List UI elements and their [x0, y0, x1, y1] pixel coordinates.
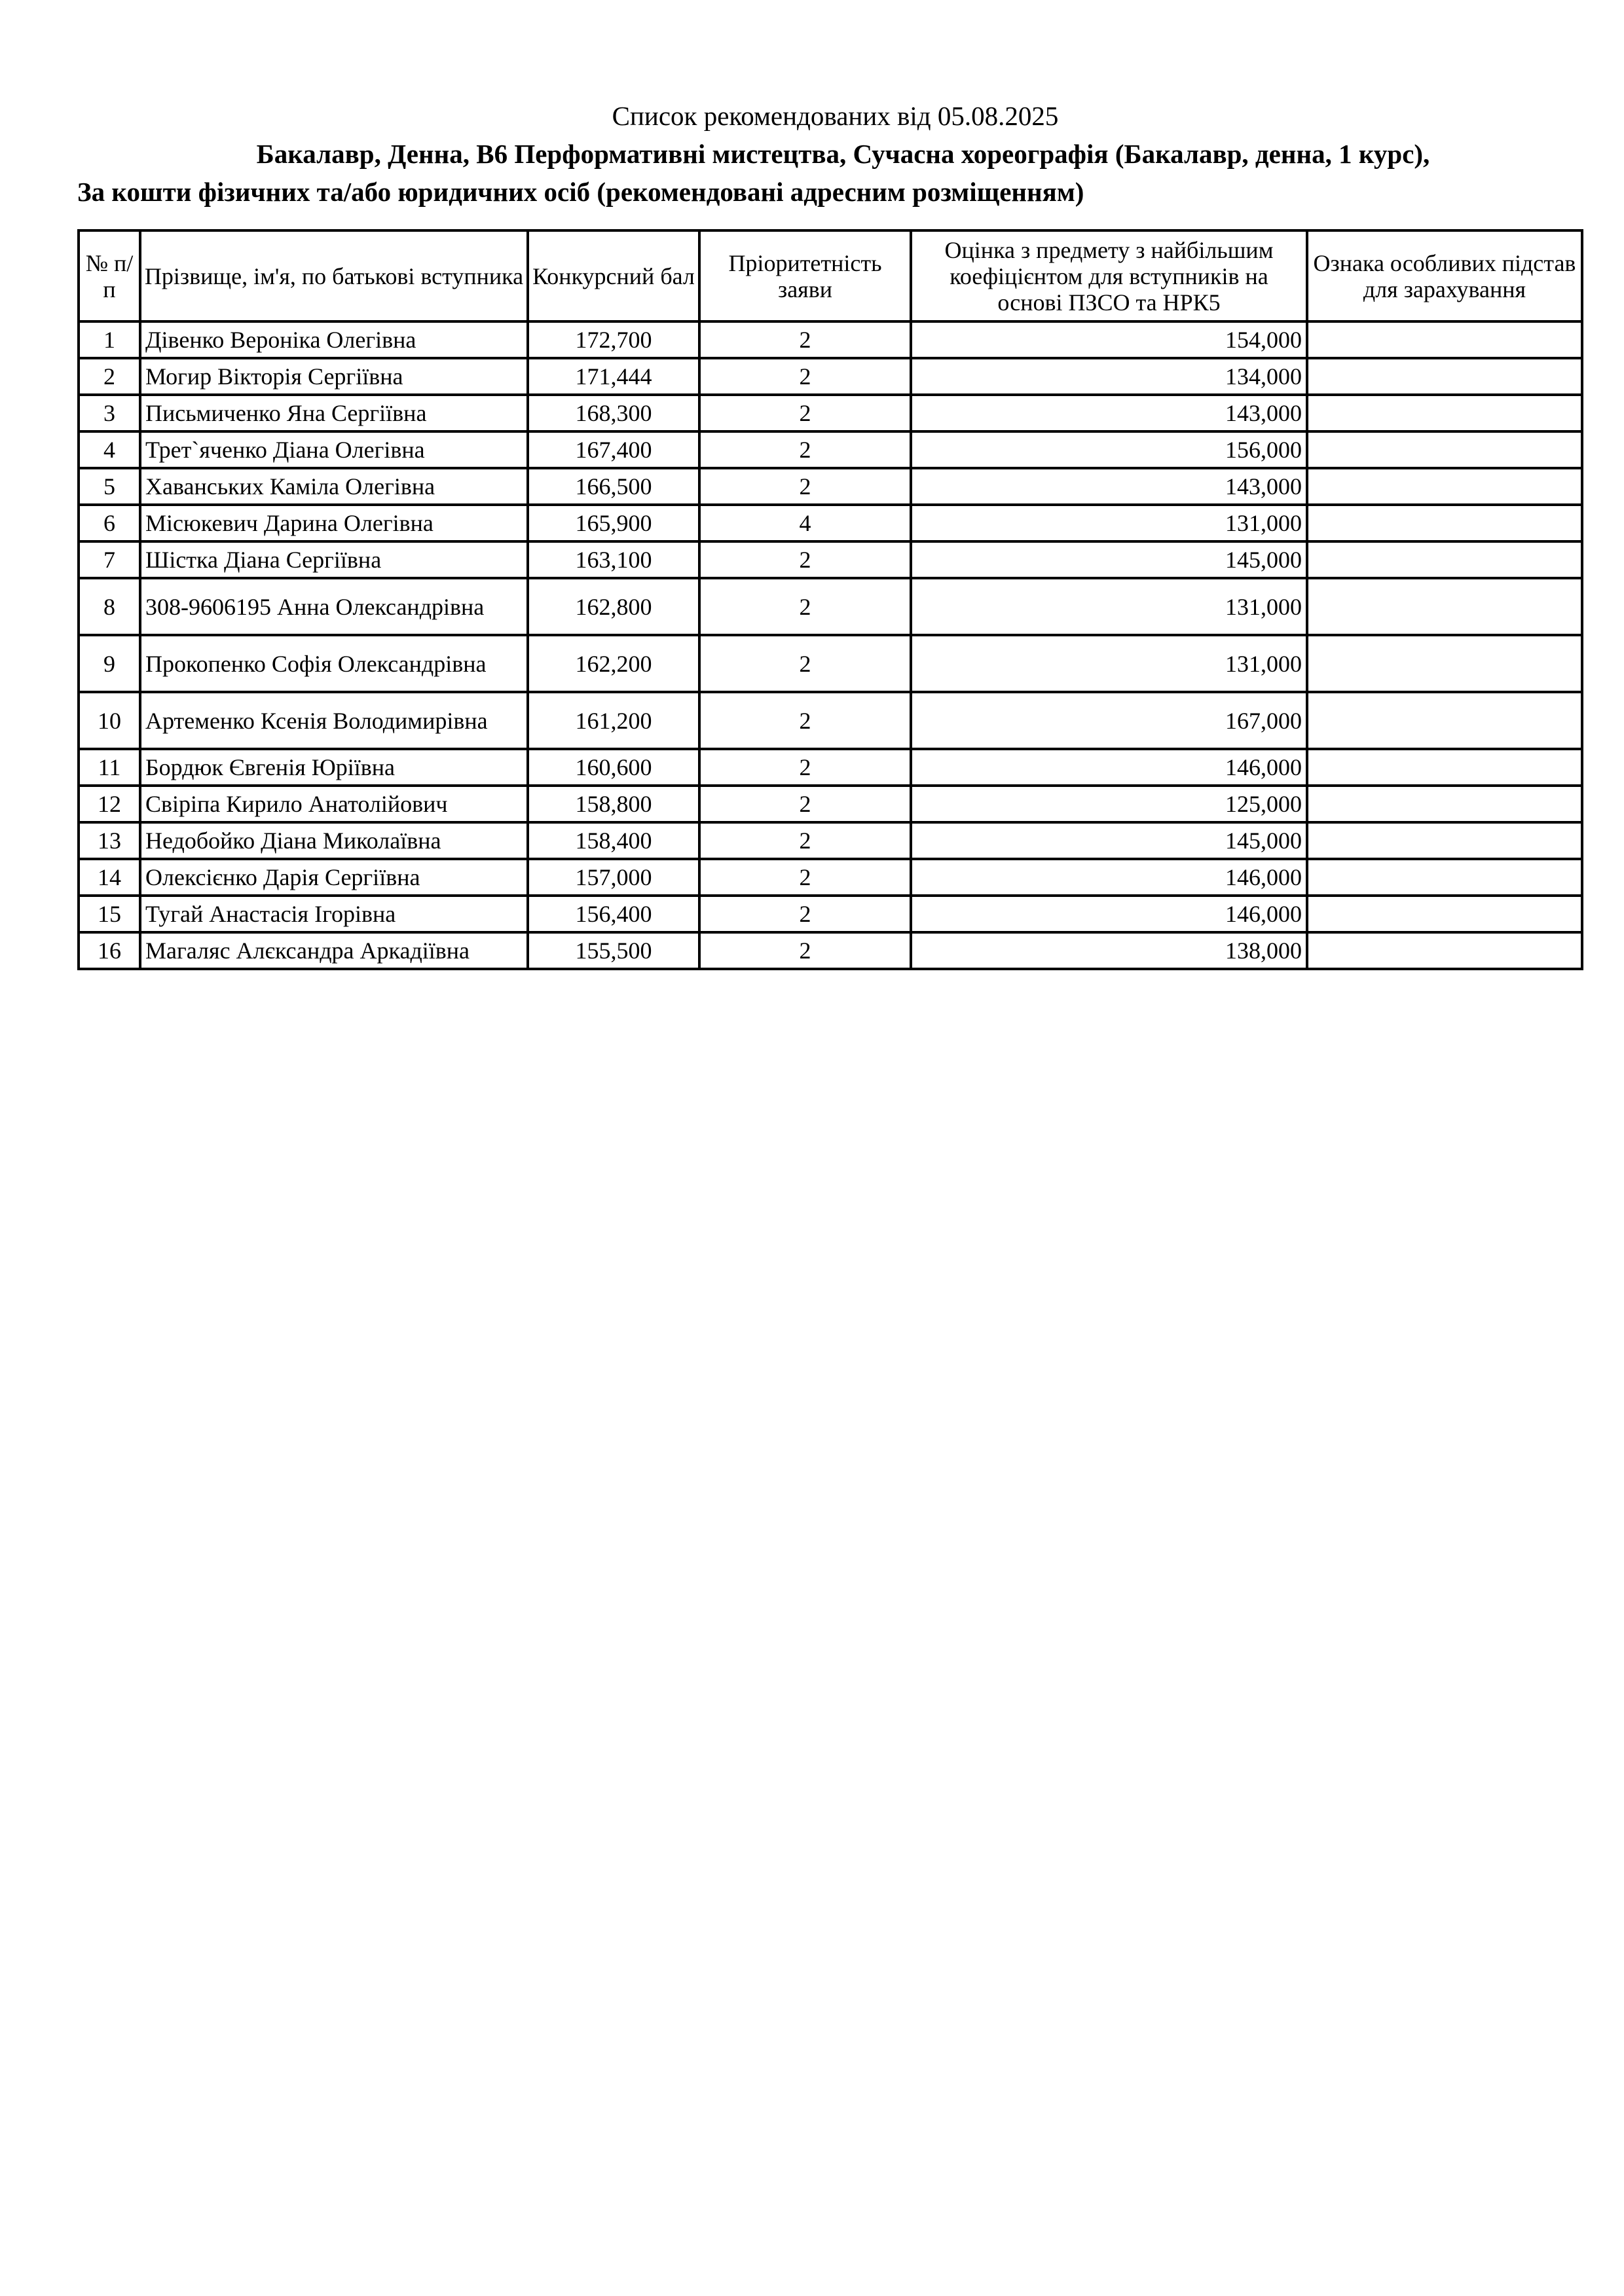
- competitive-score: 167,400: [528, 431, 699, 468]
- applicant-name: Магаляс Алєксандра Аркадіївна: [140, 932, 528, 969]
- funding-title: За кошти фізичних та/або юридичних осіб (рекомендовані адресним розміщенням): [77, 177, 1084, 207]
- special-grounds: [1307, 635, 1582, 692]
- competitive-score: 168,300: [528, 395, 699, 431]
- applicant-name: Недобойко Діана Миколаївна: [140, 822, 528, 859]
- table-row: [79, 822, 1582, 859]
- table-row: [79, 786, 1582, 822]
- subject-score: 145,000: [911, 541, 1307, 578]
- table-row: [79, 468, 1582, 505]
- subject-score: 131,000: [911, 635, 1307, 692]
- table-row: [79, 505, 1582, 541]
- table-header-row: [79, 230, 1582, 321]
- competitive-score: 160,600: [528, 749, 699, 786]
- subject-score: 143,000: [911, 468, 1307, 505]
- applicant-name: Місюкевич Дарина Олегівна: [140, 505, 528, 541]
- application-priority: 2: [699, 468, 911, 505]
- applicant-name: Шістка Діана Сергіївна: [140, 541, 528, 578]
- table-row: [79, 578, 1582, 635]
- subject-score: 125,000: [911, 786, 1307, 822]
- special-grounds: [1307, 468, 1582, 505]
- application-priority: 2: [699, 321, 911, 358]
- applicant-name: Олексієнко Дарія Сергіївна: [140, 859, 528, 896]
- table-row: [79, 859, 1582, 896]
- row-number: 10: [79, 692, 140, 749]
- application-priority: 2: [699, 358, 911, 395]
- application-priority: 2: [699, 896, 911, 932]
- competitive-score: 158,400: [528, 822, 699, 859]
- program-title: Бакалавр, Денна, B6 Перформативні мистецтва, Сучасна хореографія (Бакалавр, денна, 1 курс),: [256, 139, 1430, 169]
- table-row: [79, 635, 1582, 692]
- applicant-name: Трет`яченко Діана Олегівна: [140, 431, 528, 468]
- header-score: Конкурсний бал: [528, 230, 699, 321]
- application-priority: 2: [699, 932, 911, 969]
- row-number: 7: [79, 541, 140, 578]
- subject-score: 146,000: [911, 749, 1307, 786]
- application-priority: 4: [699, 505, 911, 541]
- subject-score: 143,000: [911, 395, 1307, 431]
- subject-score: 167,000: [911, 692, 1307, 749]
- row-number: 5: [79, 468, 140, 505]
- applicant-name: Тугай Анастасія Ігорівна: [140, 896, 528, 932]
- special-grounds: [1307, 578, 1582, 635]
- competitive-score: 156,400: [528, 896, 699, 932]
- applicant-name: 308-9606195 Анна Олександрівна: [140, 578, 528, 635]
- application-priority: 2: [699, 749, 911, 786]
- competitive-score: 157,000: [528, 859, 699, 896]
- competitive-score: 166,500: [528, 468, 699, 505]
- table-row: [79, 932, 1582, 969]
- subject-score: 134,000: [911, 358, 1307, 395]
- table-body: [79, 321, 1582, 969]
- header-priority: Пріоритетність заяви: [699, 230, 911, 321]
- table-row: [79, 395, 1582, 431]
- subject-score: 131,000: [911, 578, 1307, 635]
- row-number: 9: [79, 635, 140, 692]
- row-number: 2: [79, 358, 140, 395]
- table-row: [79, 749, 1582, 786]
- applicant-name: Могир Вікторія Сергіївна: [140, 358, 528, 395]
- recommended-applicants-table: [77, 229, 1583, 970]
- special-grounds: [1307, 786, 1582, 822]
- applicant-name: Бордюк Євгенія Юріївна: [140, 749, 528, 786]
- application-priority: 2: [699, 786, 911, 822]
- application-priority: 2: [699, 635, 911, 692]
- table-row: [79, 896, 1582, 932]
- subject-score: 146,000: [911, 896, 1307, 932]
- competitive-score: 163,100: [528, 541, 699, 578]
- special-grounds: [1307, 749, 1582, 786]
- row-number: 13: [79, 822, 140, 859]
- application-priority: 2: [699, 578, 911, 635]
- subject-score: 154,000: [911, 321, 1307, 358]
- table-row: [79, 321, 1582, 358]
- application-priority: 2: [699, 395, 911, 431]
- applicant-name: Прокопенко Софія Олександрівна: [140, 635, 528, 692]
- header-name: Прізвище, ім'я, по батькові вступника: [140, 230, 528, 321]
- subject-score: 131,000: [911, 505, 1307, 541]
- special-grounds: [1307, 321, 1582, 358]
- row-number: 14: [79, 859, 140, 896]
- applicant-name: Хаванських Каміла Олегівна: [140, 468, 528, 505]
- row-number: 11: [79, 749, 140, 786]
- applicant-name: Свіріпа Кирило Анатолійович: [140, 786, 528, 822]
- application-priority: 2: [699, 822, 911, 859]
- special-grounds: [1307, 692, 1582, 749]
- special-grounds: [1307, 932, 1582, 969]
- list-title: Список рекомендованих від 05.08.2025: [612, 101, 1059, 131]
- row-number: 1: [79, 321, 140, 358]
- subject-score: 138,000: [911, 932, 1307, 969]
- special-grounds: [1307, 541, 1582, 578]
- special-grounds: [1307, 822, 1582, 859]
- application-priority: 2: [699, 859, 911, 896]
- applicant-name: Артеменко Ксенія Володимирівна: [140, 692, 528, 749]
- document-header: [77, 97, 1580, 211]
- special-grounds: [1307, 859, 1582, 896]
- subject-score: 146,000: [911, 859, 1307, 896]
- special-grounds: [1307, 431, 1582, 468]
- special-grounds: [1307, 896, 1582, 932]
- competitive-score: 161,200: [528, 692, 699, 749]
- table-row: [79, 692, 1582, 749]
- subject-score: 145,000: [911, 822, 1307, 859]
- row-number: 15: [79, 896, 140, 932]
- row-number: 3: [79, 395, 140, 431]
- row-number: 16: [79, 932, 140, 969]
- competitive-score: 162,800: [528, 578, 699, 635]
- competitive-score: 155,500: [528, 932, 699, 969]
- special-grounds: [1307, 358, 1582, 395]
- application-priority: 2: [699, 541, 911, 578]
- special-grounds: [1307, 395, 1582, 431]
- competitive-score: 162,200: [528, 635, 699, 692]
- competitive-score: 158,800: [528, 786, 699, 822]
- application-priority: 2: [699, 431, 911, 468]
- competitive-score: 172,700: [528, 321, 699, 358]
- table-row: [79, 431, 1582, 468]
- competitive-score: 171,444: [528, 358, 699, 395]
- row-number: 8: [79, 578, 140, 635]
- applicant-name: Дівенко Вероніка Олегівна: [140, 321, 528, 358]
- header-special: Ознака особливих підстав для зарахування: [1307, 230, 1582, 321]
- header-num: № п/п: [79, 230, 140, 321]
- header-subject-score: Оцінка з предмету з найбільшим коефіцієнтом для вступників на основі ПЗСО та НРК5: [911, 230, 1307, 321]
- table-row: [79, 358, 1582, 395]
- application-priority: 2: [699, 692, 911, 749]
- row-number: 6: [79, 505, 140, 541]
- table-row: [79, 541, 1582, 578]
- competitive-score: 165,900: [528, 505, 699, 541]
- applicant-name: Письмиченко Яна Сергіївна: [140, 395, 528, 431]
- special-grounds: [1307, 505, 1582, 541]
- row-number: 12: [79, 786, 140, 822]
- subject-score: 156,000: [911, 431, 1307, 468]
- row-number: 4: [79, 431, 140, 468]
